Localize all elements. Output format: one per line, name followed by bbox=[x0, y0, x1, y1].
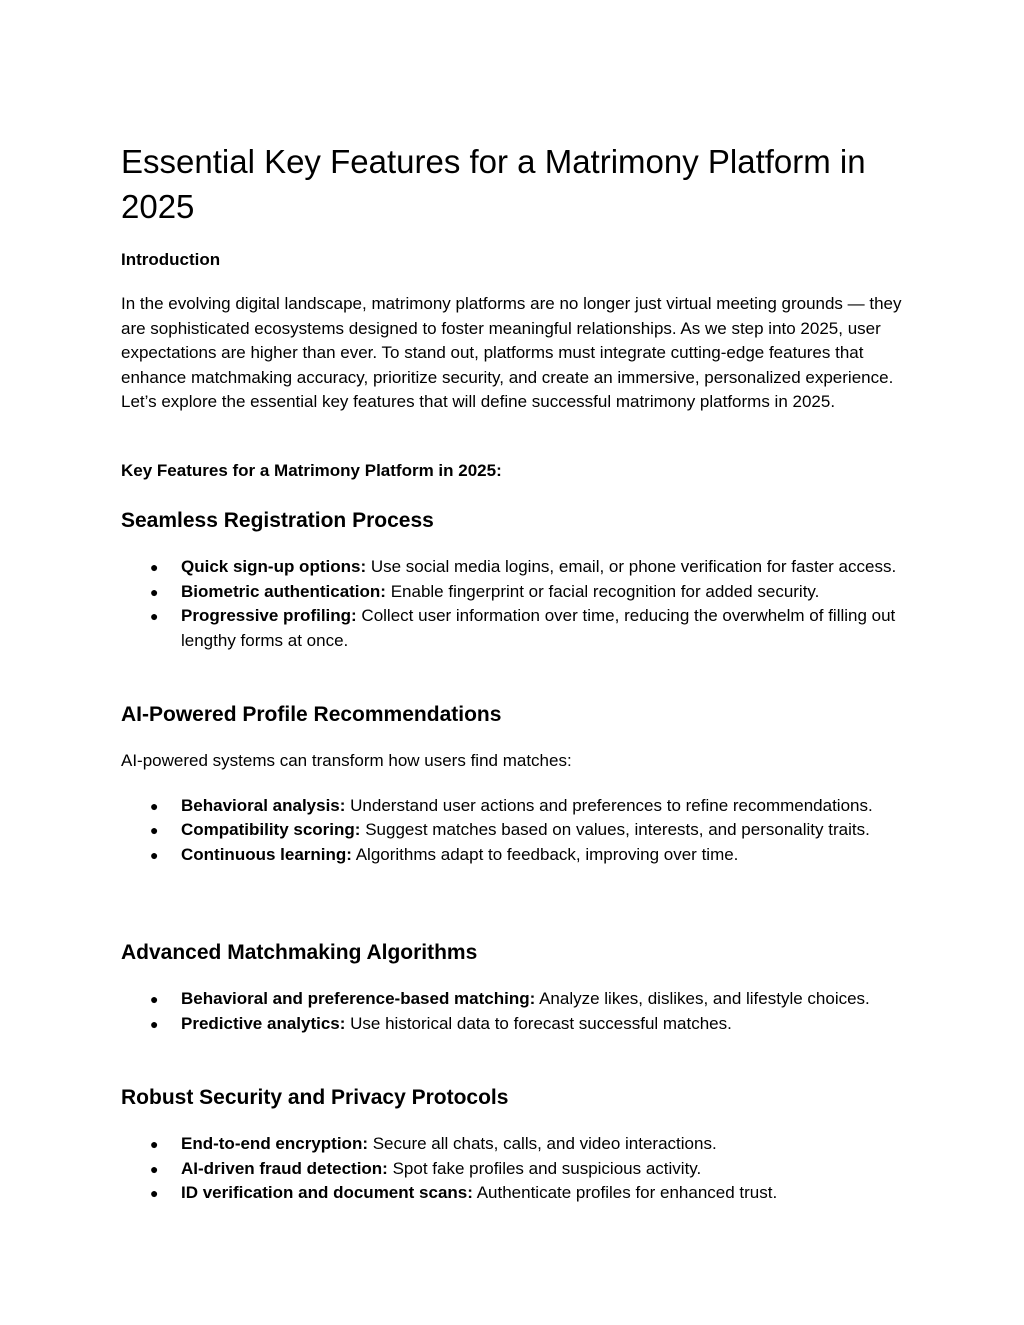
item-term: Biometric authentication: bbox=[181, 581, 386, 601]
list-item bbox=[121, 843, 911, 868]
section-seamless-registration bbox=[121, 508, 911, 653]
list-item bbox=[121, 1132, 911, 1157]
item-text: Analyze likes, dislikes, and lifestyle choices. bbox=[535, 989, 870, 1008]
page-title: Essential Key Features for a Matrimony Platform in 2025 bbox=[121, 143, 866, 225]
item-term: End-to-end encryption: bbox=[181, 1134, 368, 1153]
section-matchmaking-algorithms bbox=[121, 940, 911, 1036]
item-text: Use historical data to forecast successful matches. bbox=[345, 1013, 732, 1033]
item-text: Collect user information over time, reducing the overwhelm of filling out lengthy forms at once. bbox=[181, 606, 896, 650]
bullet-list bbox=[121, 555, 911, 653]
section-title: Robust Security and Privacy Protocols bbox=[121, 1086, 509, 1109]
item-text: Use social media logins, email, or phone verification for faster access. bbox=[366, 557, 897, 576]
bullet-icon: ● bbox=[150, 846, 159, 863]
intro-heading: Introduction bbox=[121, 250, 221, 269]
item-term: AI-driven fraud detection: bbox=[181, 1158, 388, 1178]
bullet-icon: ● bbox=[150, 991, 159, 1007]
item-term: Quick sign-up options: bbox=[181, 557, 367, 576]
item-term: Continuous learning: bbox=[181, 844, 352, 864]
section-title: Advanced Matchmaking Algorithms bbox=[121, 941, 478, 964]
list-item bbox=[121, 580, 911, 605]
list-item bbox=[121, 987, 911, 1012]
bullet-icon: ● bbox=[150, 822, 159, 838]
item-text: Enable fingerprint or facial recognition for added security. bbox=[385, 581, 820, 601]
list-item bbox=[121, 1157, 911, 1182]
list-item bbox=[121, 1181, 911, 1206]
bullet-icon: ● bbox=[150, 1015, 159, 1032]
bullet-list bbox=[121, 794, 911, 868]
item-text: Suggest matches based on values, interests, and personality traits. bbox=[360, 820, 870, 839]
list-item bbox=[121, 818, 911, 843]
item-term: Behavioral analysis: bbox=[181, 795, 346, 815]
bullet-icon: ● bbox=[150, 797, 159, 814]
item-text: Authenticate profiles for enhanced trust. bbox=[472, 1183, 778, 1202]
section-security-privacy bbox=[121, 1085, 911, 1206]
bullet-icon: ● bbox=[150, 583, 159, 600]
list-item bbox=[121, 555, 911, 580]
item-term: Behavioral and preference-based matching: bbox=[181, 989, 536, 1008]
item-term: Compatibility scoring: bbox=[181, 820, 361, 839]
bullet-icon: ● bbox=[150, 1160, 159, 1177]
section-ai-recommendations bbox=[121, 702, 911, 867]
bullet-icon: ● bbox=[150, 1136, 159, 1152]
list-item bbox=[121, 1012, 911, 1037]
section-title: Seamless Registration Process bbox=[121, 509, 434, 532]
item-text: Secure all chats, calls, and video interactions. bbox=[367, 1134, 717, 1153]
bullet-list bbox=[121, 987, 911, 1036]
item-text: Understand user actions and preferences to refine recommendations. bbox=[345, 795, 873, 815]
section-title: AI-Powered Profile Recommendations bbox=[121, 703, 502, 726]
item-term: ID verification and document scans: bbox=[181, 1183, 473, 1202]
bullet-icon: ● bbox=[150, 608, 159, 624]
item-term: Predictive analytics: bbox=[181, 1013, 346, 1033]
section-lead: AI-powered systems can transform how users find matches: bbox=[121, 751, 572, 770]
item-text: Spot fake profiles and suspicious activity. bbox=[387, 1158, 702, 1178]
list-item bbox=[121, 604, 911, 653]
item-term: Progressive profiling: bbox=[181, 606, 357, 625]
intro-paragraph: In the evolving digital landscape, matrimony platforms are no longer just virtual meeting grounds — they are sophisticated ecosystems designed to foster meaningful relationships. As we step into 2025, user expectations are higher than ever. To stand out, platforms must integrate cutting-edge features that enhance matchmaking accuracy, prioritize security, and create an immersive, personalized experience. Let’s explore the essential key features that will define successful matrimony platforms in 2025. bbox=[121, 294, 902, 411]
bullet-list bbox=[121, 1132, 911, 1206]
bullet-icon: ● bbox=[150, 1185, 159, 1201]
bullet-icon: ● bbox=[150, 559, 159, 575]
list-item bbox=[121, 794, 911, 819]
key-features-heading: Key Features for a Matrimony Platform in 2025: bbox=[121, 461, 502, 480]
item-text: Algorithms adapt to feedback, improving over time. bbox=[351, 844, 739, 864]
